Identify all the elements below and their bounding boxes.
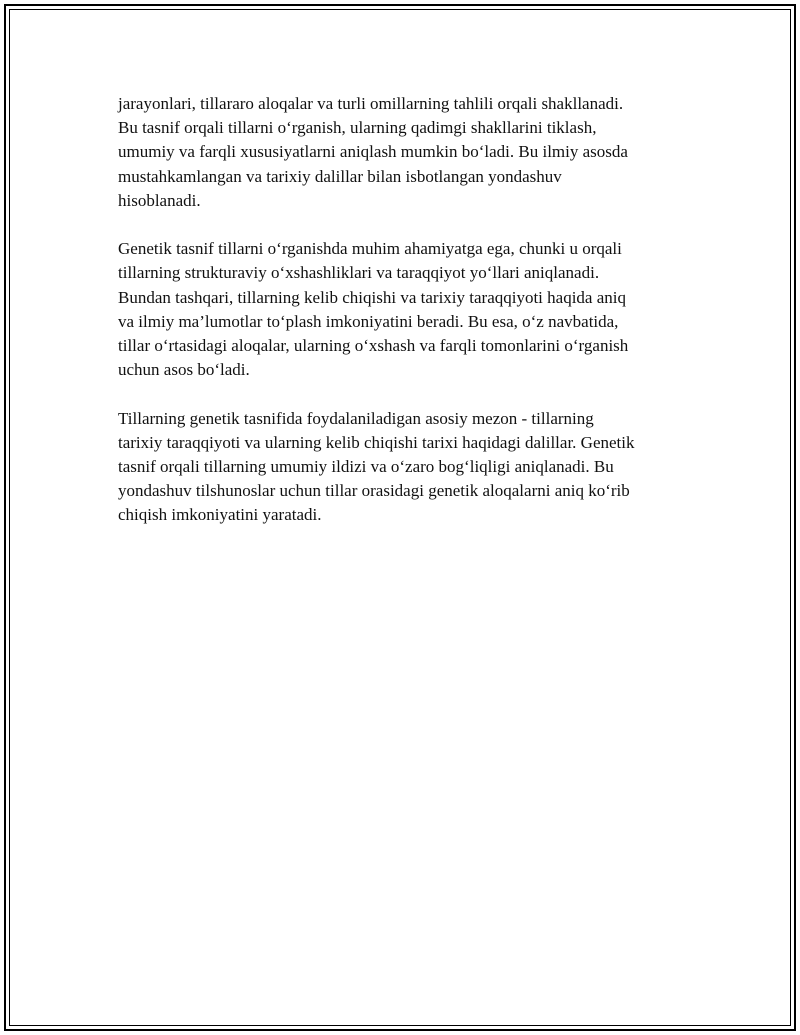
document-body xyxy=(118,92,698,552)
paragraph-1: jarayonlari, tillararo aloqalar va turli omillarning tahlili orqali shakllanadi. Bu tasnif orqali tillarni o‘rganish, ularning qadimgi shakllarini tiklash, umumiy va farqli xususiyatlarni aniqlash mumkin bo‘ladi. Bu ilmiy asosda mustahkamlangan va tarixiy dalillar bilan isbotlangan yondashuv hisoblanadi. xyxy=(118,94,628,210)
paragraph-2: Genetik tasnif tillarni o‘rganishda muhim ahamiyatga ega, chunki u orqali tillarning strukturaviy o‘xshashliklari va taraqqiyot yo‘llari aniqlanadi. Bundan tashqari, tillarning kelib chiqishi va tarixiy taraqqiyoti haqida aniq va ilmiy ma’lumotlar to‘plash imkoniyatini beradi. Bu esa, o‘z navbatida, tillar o‘rtasidagi aloqalar, ularning o‘xshash va farqli tomonlarini o‘rganish uchun asos bo‘ladi. xyxy=(118,239,629,380)
paragraph-3: Tillarning genetik tasnifida foydalaniladigan asosiy mezon - tillarning tarixiy taraqqiyoti va ularning kelib chiqishi tarixi haqidagi dalillar. Genetik tasnif orqali tillarning umumiy ildizi va o‘zaro bog‘liqligi aniqlanadi. Bu yondashuv tilshunoslar uchun tillar orasidagi genetik aloqalarni aniq ko‘rib chiqish imkoniyatini yaratadi. xyxy=(118,408,635,525)
